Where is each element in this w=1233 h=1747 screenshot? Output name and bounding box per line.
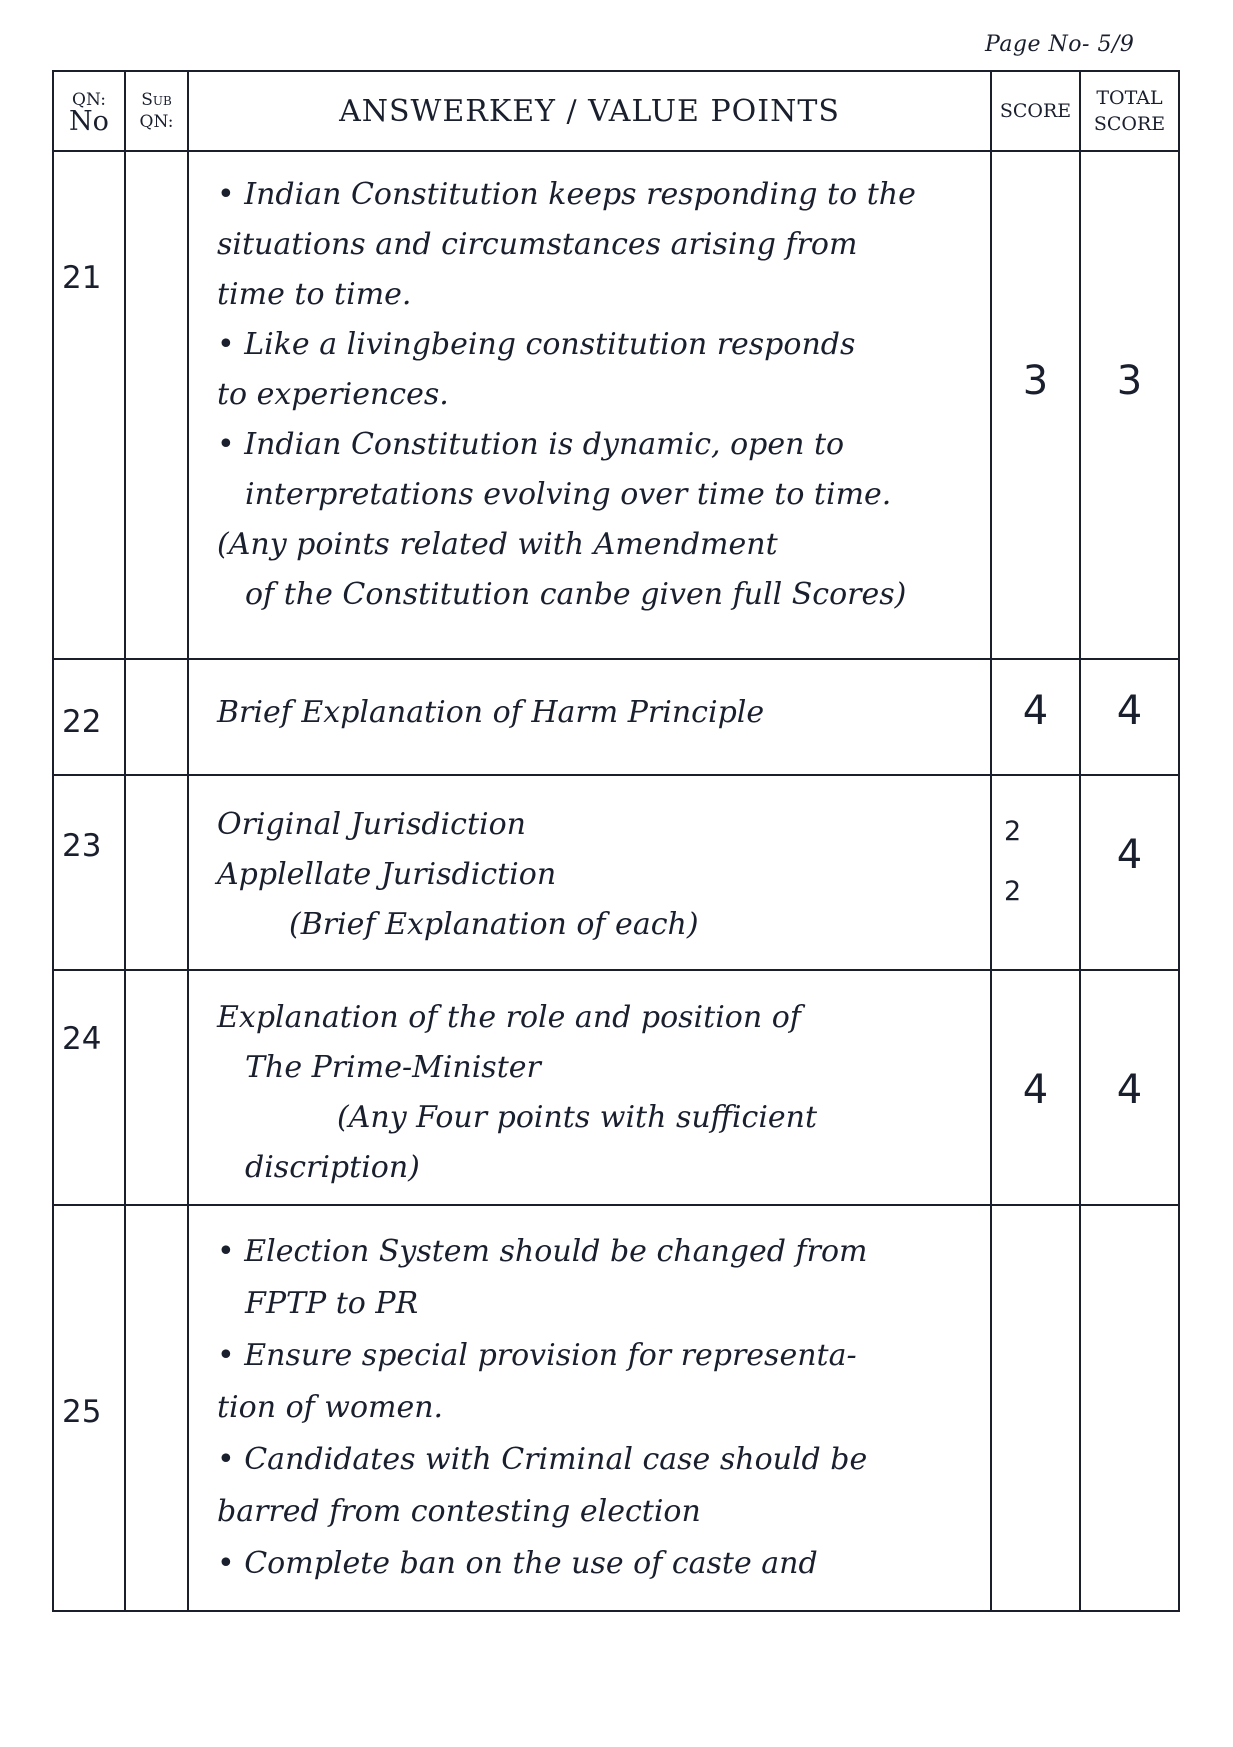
table-row (53, 659, 1179, 775)
answer-line: interpretations evolving over time to time. (245, 477, 892, 512)
answer-line: FPTP to PR (245, 1286, 419, 1321)
answer-line: • Election System should be changed from (217, 1234, 868, 1269)
question-number: 22 (62, 704, 102, 740)
answer-line: barred from contesting election (217, 1494, 701, 1529)
page-number: Page No- 5/9 (985, 32, 1135, 57)
question-number-cell (53, 1205, 125, 1611)
question-number-cell (53, 151, 125, 659)
answer-line: tion of women. (217, 1390, 444, 1425)
answer-line: • Candidates with Criminal case should be (217, 1442, 868, 1477)
question-number: 24 (62, 1021, 102, 1057)
total-score-cell (1080, 1205, 1179, 1611)
score-value: 2 (1004, 816, 1022, 847)
sub-question-cell (125, 659, 188, 775)
total-score-cell (1080, 970, 1179, 1205)
answer-key-table (52, 70, 1180, 1612)
header-sub-question: Sub QN: (125, 71, 188, 151)
question-number-cell (53, 775, 125, 970)
answer-line: • Indian Constitution keeps responding to the (217, 177, 916, 212)
answer-line: to experiences. (217, 377, 449, 412)
answer-line: discription) (245, 1150, 420, 1185)
answer-cell (188, 659, 991, 775)
total-score-value: 4 (1116, 832, 1143, 878)
total-score-value: 3 (1116, 358, 1143, 404)
answer-line: of the Constitution canbe given full Scores) (245, 577, 907, 612)
answer-cell (188, 775, 991, 970)
answer-line: situations and circumstances arising from (217, 227, 858, 262)
score-cell (991, 970, 1080, 1205)
table-header-row (53, 71, 1179, 151)
answer-line: • Indian Constitution is dynamic, open to (217, 427, 845, 462)
table-row (53, 775, 1179, 970)
answer-line: The Prime-Minister (245, 1050, 541, 1085)
header-question-number: QN: No (53, 71, 125, 151)
table-row (53, 970, 1179, 1205)
score-cell (991, 775, 1080, 970)
answer-line: • Complete ban on the use of caste and (217, 1546, 818, 1581)
total-score-value: 4 (1116, 1067, 1143, 1113)
answer-line: Original Jurisdiction (217, 807, 526, 842)
sub-question-cell (125, 1205, 188, 1611)
answer-line: time to time. (217, 277, 412, 312)
score-value: 4 (1022, 1067, 1049, 1113)
score-value: 4 (1022, 688, 1049, 734)
sub-question-cell (125, 151, 188, 659)
question-number-cell (53, 970, 125, 1205)
question-number-cell (53, 659, 125, 775)
header-score: SCORE (991, 71, 1080, 151)
total-score-value: 4 (1116, 688, 1143, 734)
table-row (53, 151, 1179, 659)
answer-cell (188, 1205, 991, 1611)
question-number: 23 (62, 828, 102, 864)
answer-line: Explanation of the role and position of (217, 1000, 801, 1035)
answer-line: Brief Explanation of Harm Principle (217, 695, 765, 730)
header-answer-key: ANSWERKEY / VALUE POINTS (188, 71, 991, 151)
answer-cell (188, 151, 991, 659)
total-score-cell (1080, 775, 1179, 970)
answer-line: (Any points related with Amendment (217, 527, 778, 562)
sub-question-cell (125, 970, 188, 1205)
answer-line: • Like a livingbeing constitution responds (217, 327, 856, 362)
score-cell (991, 659, 1080, 775)
table-row (53, 1205, 1179, 1611)
question-number: 21 (62, 260, 102, 296)
total-score-cell (1080, 151, 1179, 659)
header-total-score: TOTAL SCORE (1080, 71, 1179, 151)
sub-question-cell (125, 775, 188, 970)
answer-line: Applellate Jurisdiction (217, 857, 557, 892)
answer-line: • Ensure special provision for representa- (217, 1338, 857, 1373)
answer-line: (Brief Explanation of each) (289, 907, 699, 942)
score-cell (991, 151, 1080, 659)
answer-line: (Any Four points with sufficient (337, 1100, 818, 1135)
score-value: 3 (1022, 358, 1049, 404)
question-number: 25 (62, 1394, 102, 1430)
score-cell (991, 1205, 1080, 1611)
total-score-cell (1080, 659, 1179, 775)
score-value: 2 (1004, 876, 1022, 907)
answer-cell (188, 970, 991, 1205)
